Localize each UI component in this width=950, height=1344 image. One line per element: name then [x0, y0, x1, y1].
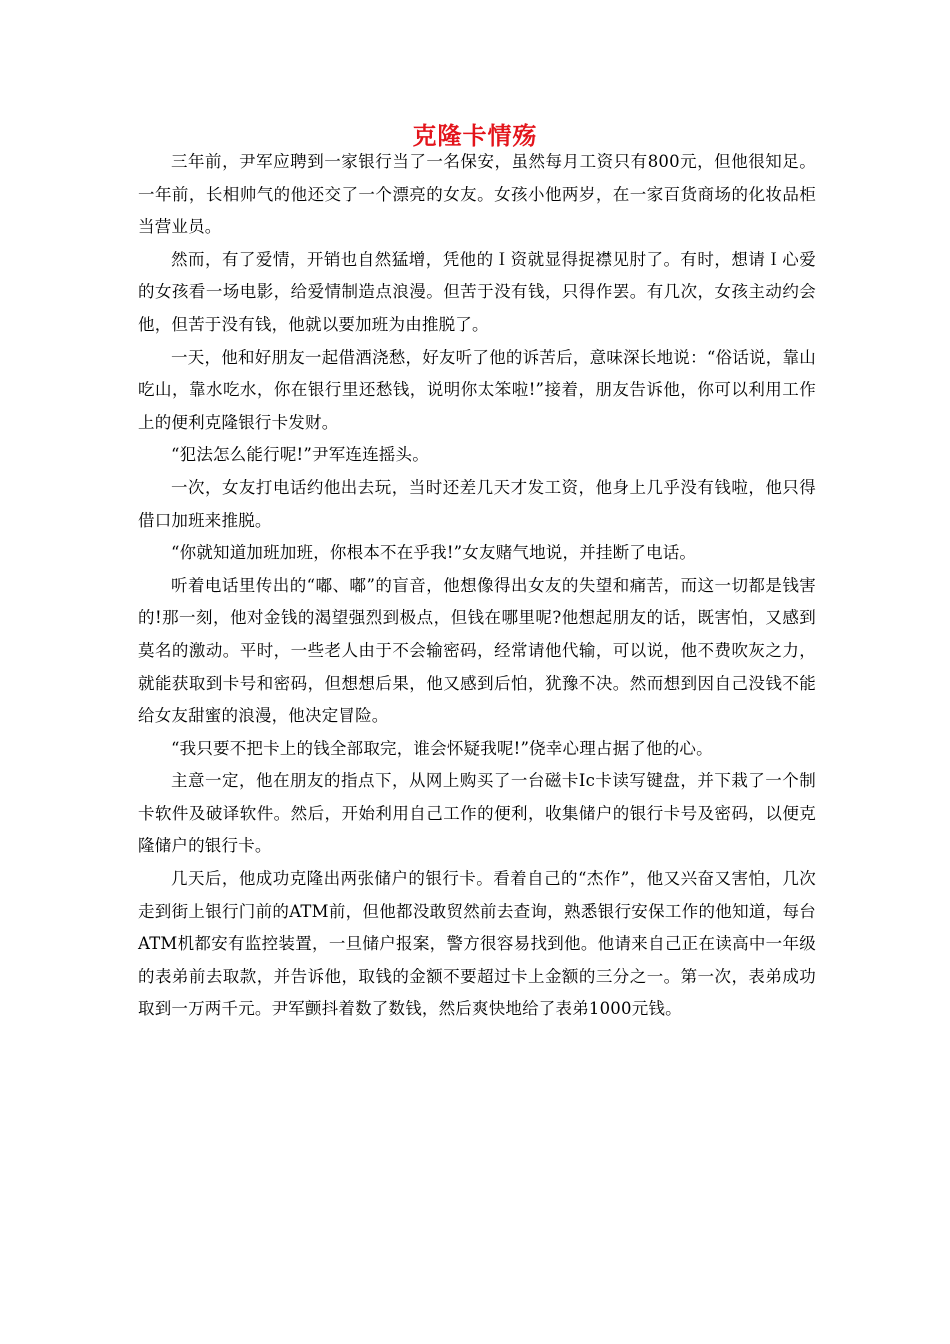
paragraph: 一天，他和好朋友一起借酒浇愁，好友听了他的诉苦后，意味深长地说：“俗话说，靠山吃山，靠水吃水，你在银行里还愁钱，说明你太笨啦!”接着，朋友告诉他，你可以利用工作上的便利克隆银行卡发财。 — [138, 347, 816, 432]
paragraph: 主意一定，他在朋友的指点下，从网上购买了一台磁卡Ic卡读写键盘，并下栽了一个制卡软件及破译软件。然后，开始利用自己工作的便利，收集储户的银行卡号及密码，以便克隆储户的银行卡。 — [138, 771, 816, 856]
paragraph: 一次，女友打电话约他出去玩，当时还差几天才发工资，他身上几乎没有钱啦，他只得借口加班来推脱。 — [138, 477, 816, 530]
paragraph: 几天后，他成功克隆出两张储户的银行卡。看着自己的“杰作”，他又兴奋又害怕，几次走到街上银行门前的ATM前，但他都没敢贸然前去查询，熟悉银行安保工作的他知道，每台ATM机都安有监控装置，一旦储户报案，警方很容易找到他。他请来自己正在读高中一年级的表弟前去取款，并告诉他，取钱的金额不要超过卡上金额的三分之一。第一次，表弟成功取到一万两千元。尹军颤抖着数了数钱，然后爽快地给了表弟1000元钱。 — [138, 869, 816, 1019]
paragraph: “你就知道加班加班，你根本不在乎我!”女友赌气地说，并挂断了电话。 — [171, 543, 697, 563]
document-body — [138, 146, 816, 1026]
paragraph: 然而，有了爱情，开销也自然猛增，凭他的Ｉ资就显得捉襟见肘了。有时，想请Ｉ心爱的女孩看一场电影，给爱情制造点浪漫。但苦于没有钱，只得作罢。有几次，女孩主动约会他，但苦于没有钱，他就以要加班为由推脱了。 — [138, 249, 816, 334]
paragraph: 听着电话里传出的“嘟、嘟”的盲音，他想像得出女友的失望和痛苦，而这一切都是钱害的!那一刻，他对金钱的渴望强烈到极点，但钱在哪里呢?他想起朋友的话，既害怕，又感到莫名的激动。平时，一些老人由于不会输密码，经常请他代输，可以说，他不费吹灰之力，就能获取到卡号和密码，但想想后果，他又感到后怕，犹豫不决。然而想到因自己没钱不能给女友甜蜜的浪漫，他决定冒险。 — [138, 575, 816, 726]
paragraph: 三年前，尹军应聘到一家银行当了一名保安，虽然每月工资只有800元，但他很知足。一年前，长相帅气的他还交了一个漂亮的女友。女孩小他两岁，在一家百货商场的化妆品柜当营业员。 — [138, 152, 816, 237]
paragraph: “我只要不把卡上的钱全部取完，谁会怀疑我呢!”侥幸心理占据了他的心。 — [171, 738, 713, 758]
document-title: 克隆卡情殇 — [412, 121, 538, 150]
paragraph: “犯法怎么能行呢!”尹军连连摇头。 — [171, 445, 429, 465]
